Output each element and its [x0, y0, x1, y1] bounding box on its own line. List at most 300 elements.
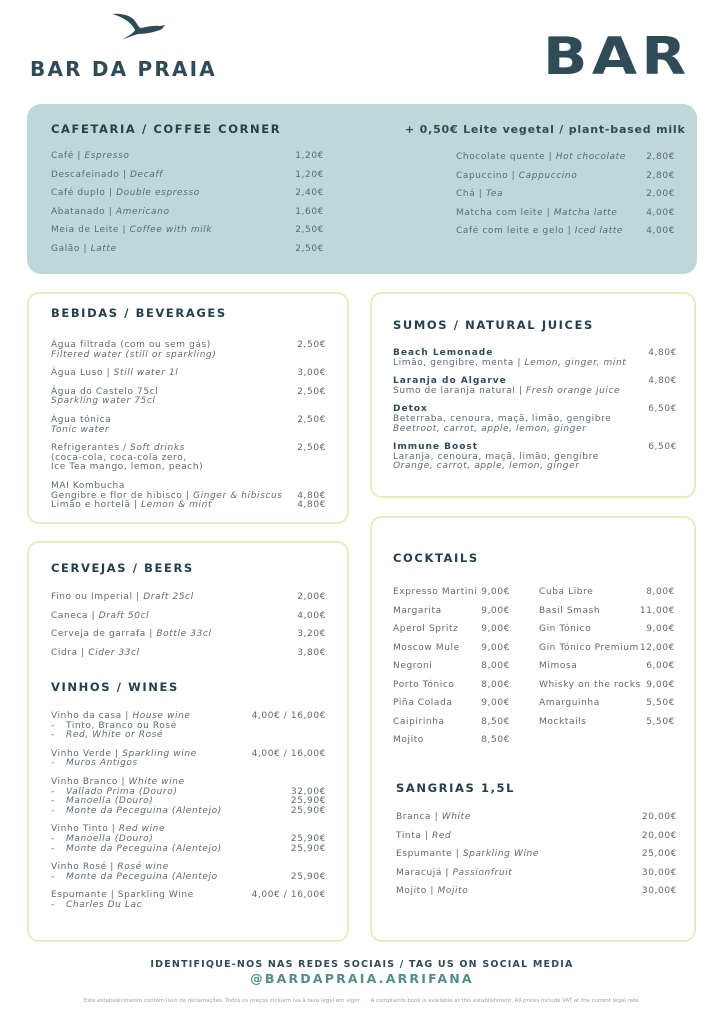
- menu-item: [539, 681, 675, 700]
- menu-item-row: [393, 425, 677, 435]
- menu-item-row: [51, 463, 326, 473]
- section-title: BEBIDAS / BEVERAGES: [51, 306, 227, 320]
- page-title: BAR: [543, 27, 691, 87]
- menu-item-name: [51, 807, 222, 817]
- menu-item-price: 2,50€: [297, 340, 326, 350]
- menu-item-text: Beach Lemonade: [393, 348, 494, 358]
- menu-item: [393, 718, 510, 737]
- menu-item-english: Decaff: [130, 169, 163, 180]
- bullet-dash: -: [51, 843, 55, 854]
- menu-item-price: 2,00€: [646, 189, 675, 199]
- menu-item-name: [393, 607, 442, 617]
- menu-item-text: Limão, gengibre, menta |: [393, 357, 525, 368]
- menu-item: [51, 226, 324, 245]
- menu-item-text: Descafeinado |: [51, 169, 131, 180]
- menu-item-price: 4,00€: [297, 610, 326, 621]
- menu-item-name: [396, 869, 512, 879]
- menu-item: [539, 588, 675, 607]
- bullet-dash: -: [51, 720, 55, 731]
- menu-item-english: Filtered water (still or sparkling): [51, 349, 217, 360]
- menu-item-english: Vallado Prima (Douro): [66, 786, 178, 797]
- menu-item-text: Limão e hortelã |: [51, 500, 142, 511]
- menu-item-name: [51, 901, 142, 911]
- menu-item-price: 5,50€: [646, 698, 675, 708]
- menu-item-name: [539, 644, 639, 654]
- menu-item-text: Maracujá |: [396, 867, 453, 878]
- menu-item-name: [393, 736, 424, 746]
- menu-item-english: Fresh orange juice: [526, 385, 621, 396]
- menu-item: [51, 712, 326, 741]
- menu-item-row: [393, 662, 510, 672]
- beverages-section: [27, 292, 349, 524]
- menu-item-text: Vinho Verde |: [51, 748, 123, 759]
- menu-item-price: 1,60€: [295, 206, 324, 217]
- menu-item-name: [539, 718, 587, 728]
- menu-item-price: 2,80€: [646, 170, 675, 181]
- menu-item-row: [51, 226, 324, 236]
- menu-item-price: 1,20€: [295, 151, 324, 161]
- menu-item-text: Água do Castelo 75cl: [51, 386, 159, 397]
- menu-item-price: 11,00€: [639, 605, 675, 616]
- menu-item-price: 25,00€: [641, 849, 677, 859]
- menu-item-price: 30,00€: [641, 867, 677, 878]
- menu-item-text: Matcha com leite |: [456, 207, 554, 218]
- menu-item-name: [393, 359, 626, 369]
- menu-item-text: Capuccino |: [456, 170, 519, 181]
- menu-item-price: 2,50€: [295, 225, 324, 235]
- bullet-dash: -: [51, 899, 55, 910]
- menu-item-text: Espumante | Sparkling Wine: [51, 890, 194, 901]
- menu-item-price: 20,00€: [641, 830, 677, 841]
- menu-item: [456, 209, 675, 228]
- menu-item-price: 2,50€: [297, 386, 326, 397]
- menu-item-text: Piña Colada: [393, 698, 453, 708]
- menu-item-row: [393, 644, 510, 654]
- menu-item-price: 4,80€: [297, 500, 326, 511]
- menu-item-text: Detox: [393, 404, 428, 415]
- menu-item-row: [51, 731, 326, 741]
- cocktails-list-left: [393, 588, 510, 755]
- menu-item: [393, 377, 677, 396]
- menu-item-name: [396, 850, 539, 860]
- menu-item-text: Ice Tea mango, lemon, peach): [51, 462, 204, 473]
- menu-item-price: 25,90€: [290, 871, 326, 882]
- menu-item-row: [539, 588, 675, 598]
- menu-item-name: [51, 649, 140, 659]
- menu-item-row: [51, 152, 324, 162]
- bullet-dash: -: [51, 730, 55, 741]
- section-title: SANGRIAS 1,5L: [396, 781, 516, 795]
- menu-item-english: Manoella (Douro): [66, 833, 154, 844]
- menu-item-english: Rosé wine: [117, 862, 169, 873]
- menu-item-row: [393, 462, 677, 472]
- menu-item-english: Red wine: [118, 824, 166, 835]
- menu-item-row: [51, 759, 326, 769]
- menu-item-name: [393, 681, 455, 691]
- menu-item-english: Sparkling water 75cl: [51, 396, 156, 407]
- menu-item-english: Latte: [90, 243, 117, 254]
- menu-item-name: [51, 351, 216, 361]
- menu-item-name: [51, 426, 109, 436]
- menu-item-text: Cerveja de garrafa |: [51, 629, 157, 639]
- menu-item-name: [393, 718, 445, 728]
- menu-item-text: Chá |: [456, 189, 486, 199]
- section-title: COCKTAILS: [393, 551, 479, 565]
- menu-item-name: [51, 630, 212, 640]
- menu-item: [393, 644, 510, 663]
- menu-item-row: [51, 845, 326, 855]
- menu-item: [51, 171, 324, 190]
- menu-item-price: 9,00€: [481, 642, 510, 653]
- menu-item-row: [396, 832, 677, 842]
- menu-item-text: Beterraba, cenoura, maçã, limão, gengibre: [393, 413, 612, 424]
- menu-item-english: House wine: [132, 711, 191, 721]
- menu-item-english: Muros Antigos: [66, 758, 138, 769]
- menu-item-name: [539, 607, 600, 617]
- menu-item: [539, 607, 675, 626]
- menu-item-row: [393, 359, 677, 369]
- menu-item-text: Caipirinha: [393, 716, 445, 727]
- menu-item: [456, 153, 675, 172]
- menu-item-row: [51, 351, 326, 361]
- menu-item-name: [51, 759, 138, 769]
- menu-item-english: Sparkling Wine: [462, 849, 539, 859]
- menu-item-row: [51, 397, 326, 407]
- menu-item-name: [51, 171, 163, 181]
- menu-item: [393, 405, 677, 434]
- juices-list: [393, 349, 677, 481]
- menu-item-row: [456, 227, 675, 237]
- menu-item-price: 25,90€: [290, 805, 326, 816]
- menu-item: [456, 190, 675, 209]
- menu-item: [51, 630, 326, 649]
- menu-item-name: [51, 873, 218, 883]
- menu-item-text: Café duplo |: [51, 188, 117, 198]
- menu-item-row: [539, 607, 675, 617]
- seagull-logo-icon: [110, 12, 168, 42]
- menu-item-row: [51, 873, 326, 883]
- menu-item: [51, 189, 324, 208]
- beers-wines-section: [27, 541, 349, 942]
- menu-item-english: Coffee with milk: [129, 225, 213, 235]
- menu-item-text: Vinho Rosé |: [51, 862, 118, 873]
- menu-item-row: [393, 736, 510, 746]
- menu-item-name: [51, 208, 170, 218]
- menu-item-text: Abatanado |: [51, 206, 116, 217]
- menu-item-price: 8,00€: [481, 661, 510, 671]
- legal-notice: [0, 998, 724, 1004]
- menu-item: [51, 341, 326, 360]
- menu-item-english: Red: [432, 830, 452, 841]
- menu-item-row: [51, 208, 324, 218]
- menu-item-price: 25,90€: [290, 796, 326, 807]
- section-title: SUMOS / NATURAL JUICES: [393, 318, 594, 332]
- menu-item-english: Bottle 33cl: [156, 629, 212, 639]
- menu-item-price: 9,00€: [481, 587, 510, 597]
- menu-item-text: Mimosa: [539, 661, 578, 671]
- menu-item: [51, 825, 326, 854]
- menu-item: [393, 443, 677, 472]
- menu-item-row: [393, 699, 510, 709]
- menu-item-row: [393, 625, 510, 635]
- menu-item-english: Hot chocolate: [555, 152, 626, 162]
- menu-item-english: White: [441, 812, 471, 822]
- menu-item: [51, 208, 324, 227]
- menu-item-text: Gin Tónico: [539, 624, 592, 634]
- coffee-list: [51, 152, 324, 263]
- menu-item-name: [51, 463, 203, 473]
- sangrias-list: [396, 813, 677, 906]
- menu-item: [51, 388, 326, 407]
- menu-item-name: [393, 644, 460, 654]
- menu-item-name: [51, 731, 163, 741]
- menu-item-row: [51, 901, 326, 911]
- menu-item-row: [51, 630, 326, 640]
- menu-item-row: [456, 190, 675, 200]
- menu-item: [393, 736, 510, 755]
- menu-item: [51, 152, 324, 171]
- menu-item: [539, 718, 675, 737]
- menu-item: [51, 444, 326, 473]
- menu-item-price: 6,50€: [648, 442, 677, 453]
- menu-item-price: 4,00€ / 16,00€: [251, 748, 326, 759]
- menu-item-name: [393, 625, 458, 635]
- menu-item-text: Aperol Spritz: [393, 624, 459, 634]
- menu-item-row: [539, 662, 675, 672]
- menu-item-price: 8,00€: [481, 679, 510, 690]
- menu-item-price: 4,80€: [297, 490, 326, 501]
- bullet-dash: -: [51, 758, 55, 769]
- menu-item-price: 8,50€: [481, 735, 510, 745]
- menu-item-name: [393, 387, 620, 397]
- menu-item-price: 9,00€: [481, 605, 510, 616]
- menu-item-price: 1,20€: [295, 169, 324, 180]
- menu-item-row: [456, 209, 675, 219]
- menu-item-text: Mojito |: [396, 886, 438, 896]
- menu-item-text: Whisky on the rocks: [539, 679, 641, 690]
- menu-item-price: 3,20€: [297, 629, 326, 639]
- menu-item: [539, 662, 675, 681]
- menu-item: [539, 644, 675, 663]
- menu-item-name: [393, 588, 477, 598]
- menu-item-english: White wine: [128, 776, 185, 787]
- menu-item-name: [396, 887, 468, 897]
- menu-item-price: 12,00€: [639, 642, 675, 653]
- menu-item-name: [396, 832, 451, 842]
- menu-item-price: 4,00€ / 16,00€: [251, 890, 326, 901]
- menu-item-text: Café |: [51, 151, 85, 161]
- menu-item-english: Ginger & hibiscus: [193, 490, 283, 501]
- legal-text-en: A complaints book is available at this establishment. All prices include VAT at the current legal rate.: [370, 998, 641, 1004]
- menu-item-name: [456, 209, 617, 219]
- menu-item-english: Tea: [485, 189, 504, 199]
- menu-item-text: Vinho Tinto |: [51, 824, 119, 835]
- menu-item-text: Gengibre e flor de hibisco |: [51, 490, 194, 501]
- menu-item-name: [396, 813, 471, 823]
- menu-item: [396, 850, 677, 869]
- menu-item-text: Negroni: [393, 661, 433, 671]
- menu-item-price: 25,90€: [290, 843, 326, 854]
- menu-item-price: 3,00€: [297, 368, 326, 379]
- menu-item-row: [393, 681, 510, 691]
- menu-item-price: 2,50€: [297, 443, 326, 454]
- menu-item-text: Mocktails: [539, 716, 587, 727]
- menu-item-price: 9,00€: [481, 624, 510, 634]
- menu-item-text: Laranja do Algarve: [393, 376, 507, 387]
- menu-item-row: [539, 718, 675, 728]
- menu-item-text: Cuba Libre: [539, 587, 594, 597]
- menu-item-name: [456, 172, 577, 182]
- menu-item-english: Double espresso: [116, 188, 200, 198]
- section-title: CAFETARIA / COFFEE CORNER: [51, 122, 282, 136]
- menu-item-price: 2,00€: [297, 592, 326, 602]
- menu-item: [396, 887, 677, 906]
- menu-item-english: Sparkling wine: [122, 748, 197, 759]
- menu-item-english: Mojito: [437, 886, 469, 896]
- menu-item-name: [51, 612, 149, 622]
- menu-item-price: 8,50€: [481, 716, 510, 727]
- menu-item: [393, 588, 510, 607]
- menu-item-text: Meia de Leite |: [51, 225, 130, 235]
- bullet-dash: -: [51, 871, 55, 882]
- menu-item: [396, 869, 677, 888]
- menu-item-price: 2,40€: [295, 188, 324, 198]
- menu-item-english: Tonic water: [51, 424, 110, 435]
- menu-item-name: [539, 588, 593, 598]
- menu-item-price: 6,00€: [646, 661, 675, 671]
- menu-item-row: [51, 501, 326, 511]
- menu-item-text: Tinto, Branco ou Rosé: [66, 720, 177, 731]
- bullet-dash: -: [51, 833, 55, 844]
- menu-item-price: 30,00€: [641, 886, 677, 896]
- menu-item-name: [456, 153, 626, 163]
- menu-item-text: Immune Boost: [393, 442, 479, 453]
- social-handle[interactable]: @BARDAPRAIA.ARRIFANA: [250, 971, 474, 986]
- menu-item-price: 4,00€ / 16,00€: [251, 711, 326, 721]
- menu-item-price: 9,00€: [646, 624, 675, 634]
- menu-item: [51, 245, 324, 264]
- menu-item-name: [539, 699, 600, 709]
- menu-item-english: Charles Du Lac: [66, 899, 143, 910]
- menu-item-name: [456, 227, 623, 237]
- menu-item-english: Orange, carrot, apple, lemon, ginger: [393, 461, 580, 472]
- menu-item-english: Beetroot, carrot, apple, lemon, ginger: [393, 423, 587, 434]
- section-title: VINHOS / WINES: [51, 680, 179, 694]
- menu-item-row: [539, 625, 675, 635]
- menu-item-row: [393, 607, 510, 617]
- bullet-dash: -: [51, 786, 55, 797]
- menu-item-price: 4,00€: [646, 226, 675, 236]
- menu-item-text: Água filtrada (com ou sem gás): [51, 340, 211, 350]
- menu-item-row: [396, 869, 677, 879]
- menu-item: [51, 416, 326, 435]
- menu-item-english: Draft 50cl: [98, 610, 150, 621]
- menu-item-name: [456, 190, 503, 200]
- menu-item: [393, 662, 510, 681]
- menu-item-text: Expresso Martini: [393, 587, 478, 597]
- cocktails-sangrias-section: [370, 516, 696, 942]
- menu-item-price: 4,80€: [648, 348, 677, 358]
- menu-item-name: [51, 397, 156, 407]
- menu-item-name: [539, 681, 641, 691]
- plant-milk-note: + 0,50€ Leite vegetal / plant-based milk: [405, 123, 686, 136]
- coffee-list-right: [456, 153, 675, 246]
- menu-item-name: [51, 593, 194, 603]
- menu-item-name: [393, 425, 586, 435]
- menu-item: [51, 482, 326, 511]
- menu-item-text: Galão |: [51, 243, 91, 254]
- menu-item-row: [456, 153, 675, 163]
- menu-item-price: 9,00€: [481, 698, 510, 708]
- menu-item-price: 20,00€: [641, 812, 677, 822]
- menu-item: [456, 172, 675, 191]
- menu-item-english: Monte da Peceguina (Alentejo): [66, 843, 222, 854]
- menu-item-text: Moscow Mule: [393, 642, 460, 653]
- menu-item-name: [51, 845, 222, 855]
- menu-item-row: [539, 644, 675, 654]
- menu-item-price: 5,50€: [646, 716, 675, 727]
- menu-item-price: 8,00€: [646, 587, 675, 597]
- menu-item-price: 9,00€: [646, 679, 675, 690]
- menu-item-row: [396, 887, 677, 897]
- menu-item-text: Água Luso |: [51, 368, 114, 379]
- menu-item-text: Cidra |: [51, 647, 89, 658]
- menu-item-english: Lemon & mint: [141, 500, 213, 511]
- legal-text-pt: Este estabelecimento contém livro de reclamações. Todos os preços incluem iva à taxa legal em vigor.: [83, 998, 361, 1004]
- menu-item: [539, 699, 675, 718]
- menu-item-english: Iced latte: [574, 226, 624, 236]
- menu-item: [51, 778, 326, 816]
- beers-list: [51, 593, 326, 667]
- bullet-dash: -: [51, 796, 55, 807]
- menu-item-price: 4,80€: [648, 376, 677, 387]
- menu-item: [393, 349, 677, 368]
- menu-item-text: Branca |: [396, 812, 442, 822]
- menu-item: [51, 750, 326, 769]
- menu-item-text: Vinho Branco |: [51, 776, 129, 787]
- menu-item-price: 2,50€: [295, 243, 324, 254]
- section-title: CERVEJAS / BEERS: [51, 561, 194, 575]
- menu-item: [396, 813, 677, 832]
- menu-item-row: [51, 426, 326, 436]
- menu-item-english: Espresso: [84, 151, 130, 161]
- menu-item-text: Laranja, cenoura, maçã, limão, gengibre: [393, 451, 599, 462]
- menu-item: [393, 681, 510, 700]
- menu-item-row: [51, 369, 326, 379]
- menu-item-text: Chocolate quente |: [456, 152, 556, 162]
- menu-item-row: [539, 681, 675, 691]
- menu-item-price: 3,80€: [297, 647, 326, 658]
- menu-item-english: Manoella (Douro): [66, 796, 154, 807]
- menu-item-english: Monte da Peceguina (Alentejo: [66, 871, 218, 882]
- menu-item-text: Vinho da casa |: [51, 711, 133, 721]
- menu-item-english: Matcha latte: [553, 207, 618, 218]
- menu-item-row: [51, 612, 326, 622]
- menu-item-text: Margarita: [393, 605, 442, 616]
- menu-item-price: 2,80€: [646, 152, 675, 162]
- menu-item-name: [393, 662, 432, 672]
- menu-item-english: Still water 1l: [113, 368, 179, 379]
- social-label: IDENTIFIQUE-NOS NAS REDES SOCIAIS / TAG US ON SOCIAL MEDIA: [150, 959, 574, 970]
- menu-item-row: [396, 813, 677, 823]
- menu-item-text: Amarguinha: [539, 698, 600, 708]
- menu-item-name: [393, 462, 580, 472]
- cocktails-list-right: [539, 588, 675, 736]
- coffee-section: [27, 104, 697, 274]
- menu-item-row: [456, 172, 675, 182]
- menu-item-text: Café com leite e gelo |: [456, 226, 575, 236]
- menu-item-row: [51, 593, 326, 603]
